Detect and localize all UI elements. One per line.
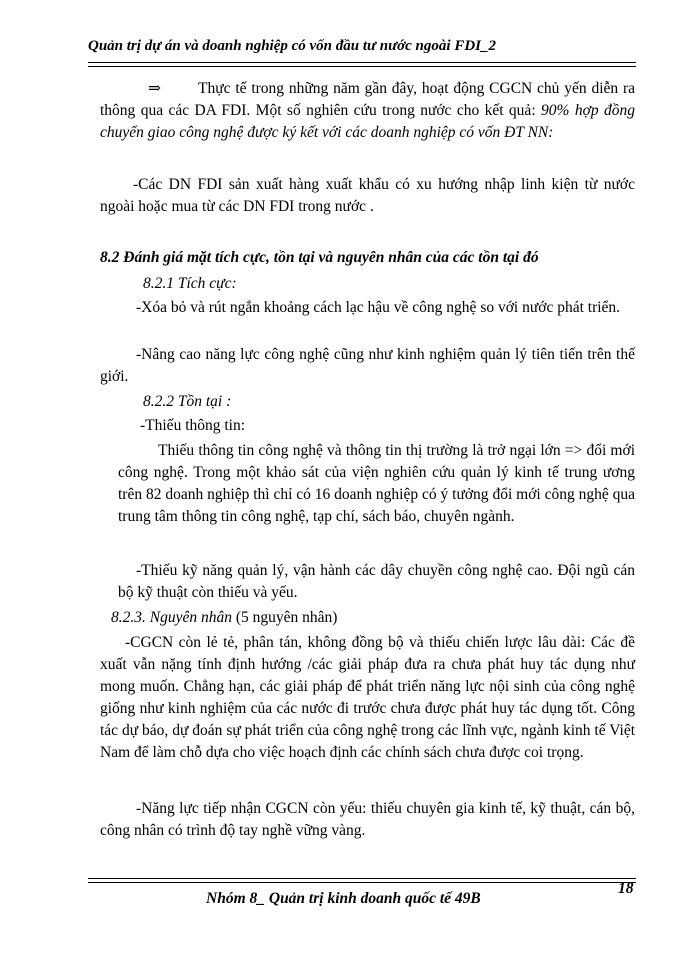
subsection-causes <box>111 607 337 629</box>
paragraph-lack-info: -Thiếu thông tin: <box>140 417 246 434</box>
subsection-causes-note: (5 nguyên nhân) <box>231 609 338 626</box>
paragraph-italic-text: 90% hợp đồng chuyển giao công nghệ được ký kết với các doanh nghiệp có vốn ĐT NN: <box>100 102 635 141</box>
page-footer: Nhóm 8_ Quản trị kinh doanh quốc tế 49B <box>206 890 481 907</box>
header-rule <box>88 62 636 67</box>
subsection-causes-title: 8.2.3. Nguyên nhân <box>111 609 232 626</box>
paragraph-causes-1: -CGCN còn lẻ tẻ, phân tán, không đồng bộ và thiếu chiến lược lâu dài: Các đề xuất vẫn nặng tính định hướng /các giải pháp đưa ra chưa phát huy tác dụng như mong muốn. Chẳng hạn, các giải pháp để phát triển năng lực nội sinh của công nghệ giống như kinh nghiệm của các nước đi trước chưa được phát huy tác dụng tốt. Công tác dự báo, dự đoán sự phát triển của công nghệ trong các lĩnh vực, ngành kinh tế Việt Nam để làm chỗ dựa cho việc hoạch định các chính sách chưa được coi trọng. <box>100 634 635 761</box>
page-header: Quản trị dự án và doanh nghiệp có vốn đầu tư nước ngoài FDI_2 <box>88 38 496 54</box>
paragraph-fdi-import: -Các DN FDI sản xuất hàng xuất khẩu có xu hướng nhập linh kiện từ nước ngoài hoặc mua từ các DN FDI trong nước . <box>100 176 635 215</box>
paragraph-info-survey: Thiếu thông tin công nghệ và thông tin thị trường là trở ngại lớn => đổi mới công nghệ. Trong một khảo sát của viện nghiên cứu quản lý kinh tế trung ương trên 82 doanh nghiệp thì chỉ có 16 doanh nghiệp có ý tưởng đổi mới công nghệ qua trung tâm thông tin công nghệ, tạp chí, sách báo, chuyên ngành. <box>118 442 635 525</box>
subsection-limitations: 8.2.2 Tồn tại : <box>143 393 232 410</box>
paragraph-lack-skills: -Thiếu kỹ năng quản lý, vận hành các dây chuyền công nghệ cao. Đội ngũ cán bộ kỹ thuật còn thiếu và yếu. <box>118 562 635 601</box>
footer-rule <box>88 878 636 883</box>
paragraph-positive-2: -Nâng cao năng lực công nghệ cũng như kinh nghiệm quản lý tiên tiến trên thế giới. <box>100 346 635 385</box>
page-number: 18 <box>618 880 634 897</box>
paragraph-cgcn-fdi <box>100 78 635 144</box>
paragraph-causes-2: -Năng lực tiếp nhận CGCN còn yếu: thiếu chuyên gia kinh tế, kỹ thuật, cán bộ, công nhân có trình độ tay nghề vững vàng. <box>100 800 635 839</box>
paragraph-positive-1: -Xóa bỏ và rút ngắn khoảng cách lạc hậu về công nghệ so với nước phát triển. <box>136 299 621 316</box>
subsection-positive: 8.2.1 Tích cực: <box>143 275 237 292</box>
arrow-icon: ⇒ <box>148 80 161 97</box>
section-heading: 8.2 Đánh giá mặt tích cực, tồn tại và nguyên nhân của các tồn tại đó <box>100 249 539 266</box>
paragraph-text: Thực tế trong những năm gần đây, hoạt động CGCN chủ yến diễn ra thông qua các DA FDI. Một số nghiên cứu trong nước cho kết quả: <box>100 80 635 119</box>
